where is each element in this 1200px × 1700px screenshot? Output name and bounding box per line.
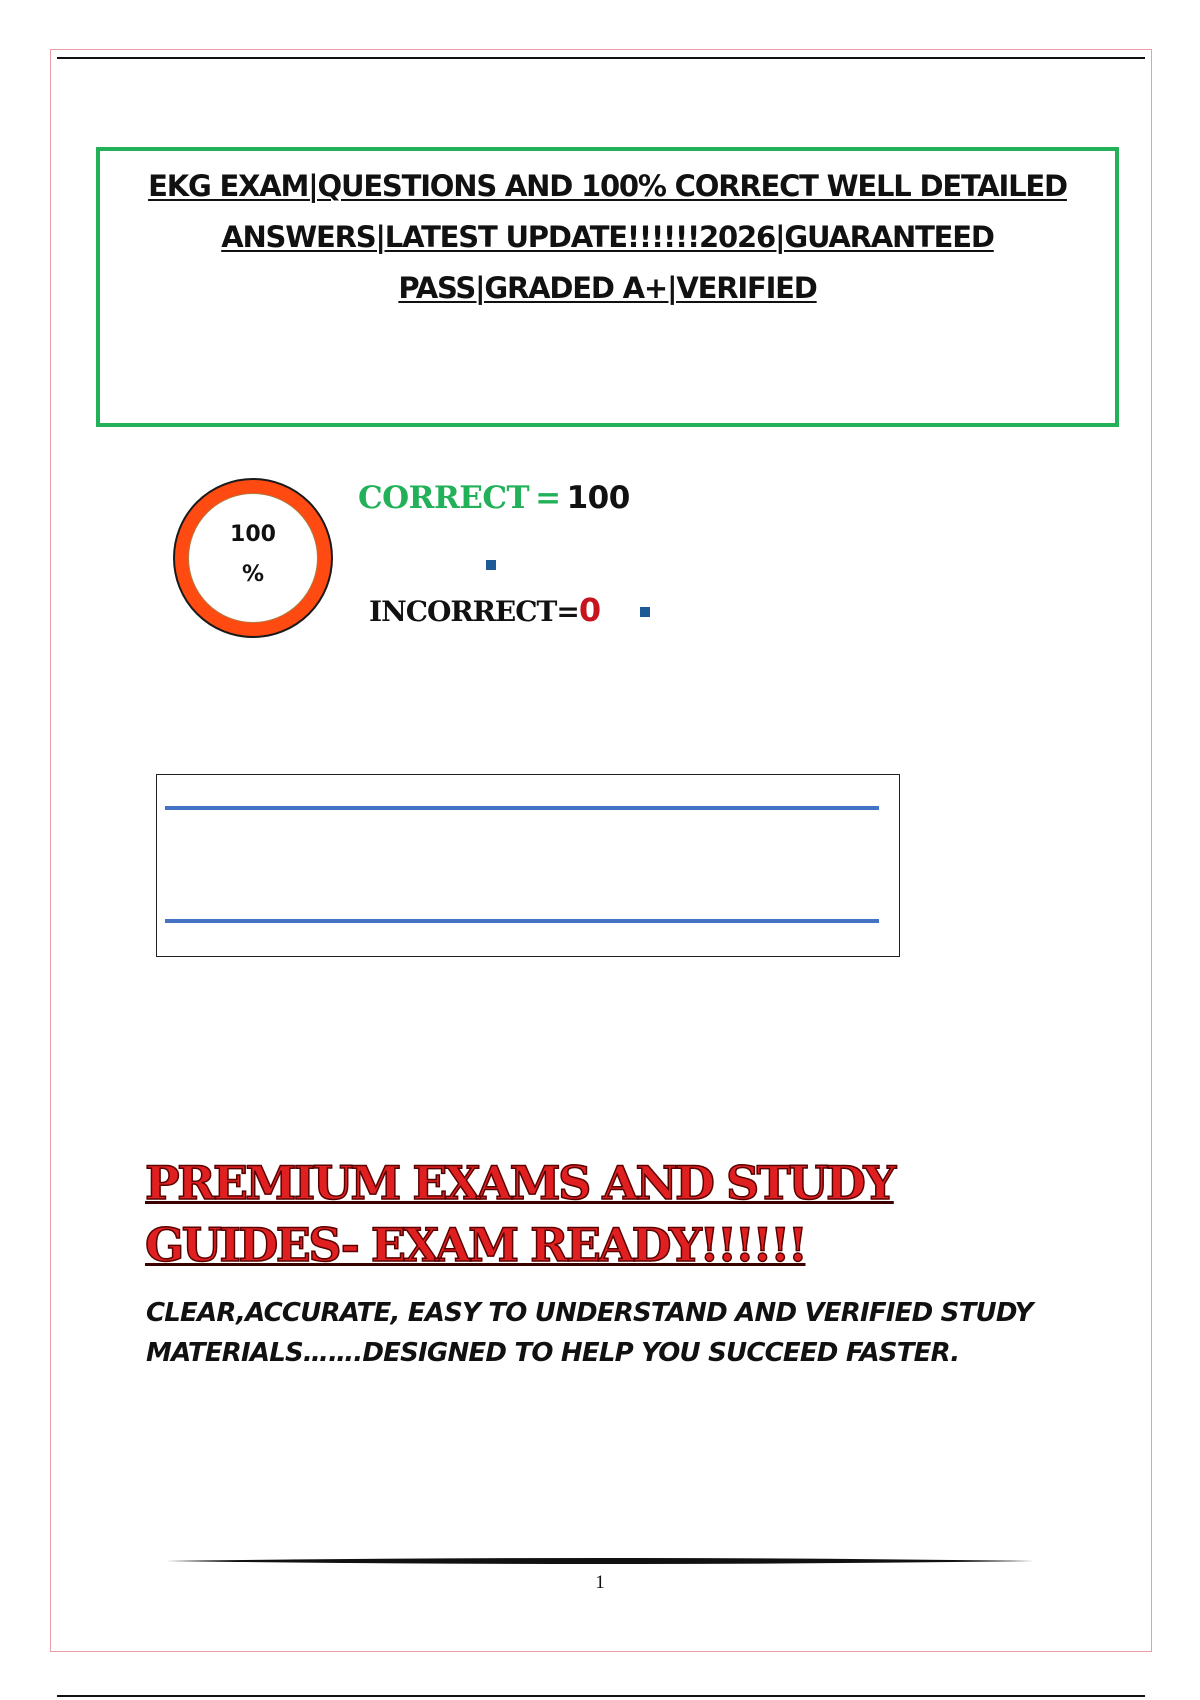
score-value: 100 xyxy=(230,522,276,547)
promo-tagline: CLEAR,ACCURATE, EASY TO UNDERSTAND AND VERIFIED STUDY MATERIALS…….DESIGNED TO HELP YOU SUCCEED FASTER. xyxy=(146,1298,1033,1368)
score-ring xyxy=(173,478,333,638)
promo-heading: PREMIUM EXAMS AND STUDY GUIDES- EXAM READY!!!!!! xyxy=(145,1156,894,1272)
bottom-rule xyxy=(57,1695,1145,1697)
correct-separator: = xyxy=(535,480,561,516)
score-inner-circle xyxy=(188,493,318,623)
page-number: 1 xyxy=(595,1572,605,1593)
title-box xyxy=(96,147,1119,427)
correct-label: CORRECT xyxy=(358,480,530,516)
correct-value: 100 xyxy=(566,480,630,516)
top-rule xyxy=(57,57,1145,59)
document-title: EKG EXAM|QUESTIONS AND 100% CORRECT WELL DETAILED ANSWERS|LATEST UPDATE!!!!!!2026|GUARANTEED PASS|GRADED A+|VERIFIED xyxy=(148,169,1067,305)
lined-box xyxy=(156,774,900,957)
bullet-square xyxy=(486,560,496,570)
incorrect-label: INCORRECT= xyxy=(369,595,579,628)
bullet-square xyxy=(640,607,650,617)
blue-rule xyxy=(165,919,879,923)
correct-line xyxy=(358,480,630,516)
score-unit: % xyxy=(241,562,265,587)
incorrect-value: 0 xyxy=(578,591,601,629)
footer-rule xyxy=(166,1556,1034,1566)
blue-rule xyxy=(165,806,879,810)
incorrect-line xyxy=(369,591,600,629)
